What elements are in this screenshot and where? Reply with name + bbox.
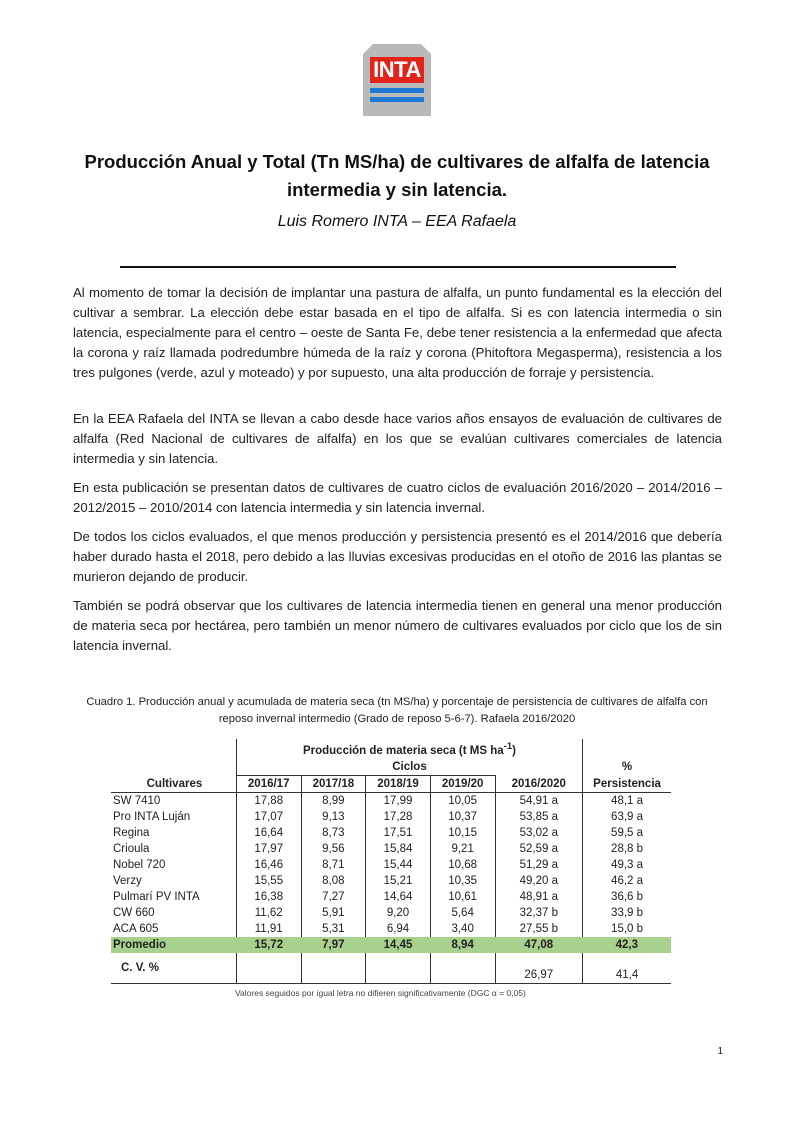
table-row-cv xyxy=(111,953,671,984)
table-cell: 49,20 a xyxy=(495,873,583,889)
table-cell: 5,91 xyxy=(301,905,366,921)
table-cell: 9,13 xyxy=(301,809,366,825)
table-cell: 16,38 xyxy=(236,889,301,905)
column-header: 2016/17 xyxy=(236,775,301,792)
ciclos-header: Ciclos xyxy=(236,759,582,776)
logo-stripe xyxy=(370,88,424,93)
table-cell: 5,31 xyxy=(301,921,366,937)
title-rule xyxy=(120,266,676,268)
table-cell: 47,08 xyxy=(495,937,583,953)
table-cell: 17,28 xyxy=(366,809,431,825)
table-row xyxy=(111,841,671,857)
table-cell: 17,97 xyxy=(236,841,301,857)
table-cell: 10,61 xyxy=(430,889,495,905)
table-cell: 33,9 b xyxy=(583,905,671,921)
group-header-close: ) xyxy=(512,744,516,757)
table-cell: 46,2 a xyxy=(583,873,671,889)
group-header-text: Producción de materia seca (t MS ha xyxy=(302,744,504,757)
table-cell: 32,37 b xyxy=(495,905,583,921)
logo-stripe xyxy=(370,97,424,102)
table-cell: 36,6 b xyxy=(583,889,671,905)
table-cell: 10,15 xyxy=(430,825,495,841)
table-cell xyxy=(236,953,301,984)
table-cell: 10,68 xyxy=(430,857,495,873)
table-cell: SW 7410 xyxy=(113,794,161,807)
table-cell xyxy=(366,953,431,984)
table-cell: Regina xyxy=(113,826,150,839)
table-cell: 14,45 xyxy=(366,937,431,953)
header-empty-cell xyxy=(111,759,236,776)
table-cell: 17,07 xyxy=(236,809,301,825)
table-cell: 11,62 xyxy=(236,905,301,921)
paragraph: De todos los ciclos evaluados, el que menos producción y persistencia presentó es el 2014/2016 que debería haber durado hasta el 2018, pero debido a las lluvias excesivas producidas en el otoño de 2016 las plantas se murieron dejando de producir. xyxy=(73,529,722,584)
table-row xyxy=(111,921,671,937)
table-cell: 49,3 a xyxy=(583,857,671,873)
table-cell: 8,71 xyxy=(301,857,366,873)
paragraph: Al momento de tomar la decisión de implantar una pastura de alfalfa, un punto fundamental es la elección del cultivar a sembrar. La elección debe estar basada en el tipo de alfalfa. Si es con latencia intermedia o sin latencia, especialmente para el centro – oeste de Santa Fe, debe tener resistencia a la enfermedad que afecta la corona y raíz llamada podredumbre húmeda de la raíz y corona (Phitoftora Megasperma), resistencia a los tres pulgones (verde, azul y moteado) y por supuesto, una alta producción de forraje y persistencia. xyxy=(73,285,722,380)
column-header: Cultivares xyxy=(111,775,236,792)
table-cell: 51,29 a xyxy=(495,857,583,873)
table-cell: 17,51 xyxy=(366,825,431,841)
table-row xyxy=(111,857,671,873)
table-cell: 48,1 a xyxy=(583,792,671,809)
table-cell: 63,9 a xyxy=(583,809,671,825)
column-header: 2019/20 xyxy=(430,775,495,792)
table-cell: 28,8 b xyxy=(583,841,671,857)
table-header-row xyxy=(111,739,671,759)
table-cell: 8,08 xyxy=(301,873,366,889)
table-row-promedio xyxy=(111,937,671,953)
table-cell: 10,37 xyxy=(430,809,495,825)
table-cell: 6,94 xyxy=(366,921,431,937)
table-row xyxy=(111,809,671,825)
column-header: 2018/19 xyxy=(366,775,431,792)
table-cell: 10,35 xyxy=(430,873,495,889)
table-cell: C. V. % xyxy=(111,953,236,984)
paragraph: También se podrá observar que los cultivares de latencia intermedia tienen en general una menor producción de materia seca por hectárea, pero también un menor número de cultivares evaluados por ciclo que los de sin latencia invernal. xyxy=(73,598,722,653)
table-cell: 16,46 xyxy=(236,857,301,873)
group-header-superscript: -1 xyxy=(503,741,513,752)
table-cell: Promedio xyxy=(111,937,236,953)
table-cell: Crioula xyxy=(113,842,150,855)
table-cell xyxy=(301,953,366,984)
document-title: Producción Anual y Total (Tn MS/ha) de cultivares de alfalfa de latencia intermedia y sin latencia. xyxy=(84,151,710,200)
table-cell: 9,21 xyxy=(430,841,495,857)
cultivar-table xyxy=(111,739,671,984)
table-cell: 5,64 xyxy=(430,905,495,921)
table-cell: 15,0 b xyxy=(583,921,671,937)
column-header: 2017/18 xyxy=(301,775,366,792)
table-cell: 7,27 xyxy=(301,889,366,905)
table-cell: 8,94 xyxy=(430,937,495,953)
table-cell: 53,85 a xyxy=(495,809,583,825)
table-cell xyxy=(430,953,495,984)
table-cell: 53,02 a xyxy=(495,825,583,841)
table-cell: 8,73 xyxy=(301,825,366,841)
page-number: 1 xyxy=(717,1046,723,1057)
table-caption: Cuadro 1. Producción anual y acumulada de materia seca (tn MS/ha) y porcentaje de persistencia de cultivares de alfalfa con reposo invernal intermedio (Grado de reposo 5-6-7). Rafaela 2016/2020 xyxy=(86,696,708,725)
table-cell: 15,84 xyxy=(366,841,431,857)
table-cell: 17,88 xyxy=(236,792,301,809)
table-cell: 8,99 xyxy=(301,792,366,809)
author-line: Luis Romero INTA – EEA Rafaela xyxy=(277,213,517,230)
percent-header: % xyxy=(583,759,671,776)
column-header: 2016/2020 xyxy=(495,775,583,792)
inta-logo xyxy=(363,44,431,116)
group-header xyxy=(236,739,582,759)
table-cell: Nobel 720 xyxy=(113,858,166,871)
header-empty-cell xyxy=(583,739,671,759)
logo-text: INTA xyxy=(370,57,424,83)
table-cell: 14,64 xyxy=(366,889,431,905)
table-row xyxy=(111,792,671,809)
table-cell: 7,97 xyxy=(301,937,366,953)
table-header-row xyxy=(111,759,671,776)
table-row xyxy=(111,873,671,889)
table-cell: 9,56 xyxy=(301,841,366,857)
table-cell: 54,91 a xyxy=(495,792,583,809)
table-cell: 17,99 xyxy=(366,792,431,809)
table-body xyxy=(111,792,671,937)
logo-corner-left xyxy=(363,44,373,54)
header-empty-cell xyxy=(111,739,236,759)
table-cell: 15,44 xyxy=(366,857,431,873)
table-cell: CW 660 xyxy=(113,906,155,919)
table-cell: 48,91 a xyxy=(495,889,583,905)
table-cell: 15,55 xyxy=(236,873,301,889)
table-cell: 27,55 b xyxy=(495,921,583,937)
table-cell: 3,40 xyxy=(430,921,495,937)
paragraph: En esta publicación se presentan datos de cultivares de cuatro ciclos de evaluación 2016/2020 – 2014/2016 – 2012/2015 – 2010/2014 con latencia intermedia y sin latencia invernal. xyxy=(73,480,722,515)
table-cell: 9,20 xyxy=(366,905,431,921)
table-cell: 42,3 xyxy=(583,937,671,953)
table-cell: 15,72 xyxy=(236,937,301,953)
table-cell: 26,97 xyxy=(495,953,583,984)
table-cell: 41,4 xyxy=(583,953,671,984)
table-cell: ACA 605 xyxy=(113,922,159,935)
table-cell: 15,21 xyxy=(366,873,431,889)
table-footnote: Valores seguidos por igual letra no difieren significativamente (DGC α = 0,05) xyxy=(235,988,526,998)
table-cell: Verzy xyxy=(113,874,142,887)
table-cell: Pro INTA Luján xyxy=(113,810,191,823)
table-cell: Pulmarí PV INTA xyxy=(113,890,200,903)
table-cell: 52,59 a xyxy=(495,841,583,857)
column-header: Persistencia xyxy=(583,775,671,792)
logo-corner-right xyxy=(421,44,431,54)
table-cell: 10,05 xyxy=(430,792,495,809)
table-cell: 16,64 xyxy=(236,825,301,841)
table-row xyxy=(111,905,671,921)
table-header-row xyxy=(111,775,671,792)
paragraph: En la EEA Rafaela del INTA se llevan a cabo desde hace varios años ensayos de evaluación de cultivares de alfalfa (Red Nacional de cultivares de alfalfa) en los que se evalúan cultivares comerciales de latencia intermedia y sin latencia. xyxy=(73,411,722,466)
table-row xyxy=(111,889,671,905)
table-cell: 59,5 a xyxy=(583,825,671,841)
table-cell: 11,91 xyxy=(236,921,301,937)
table-row xyxy=(111,825,671,841)
